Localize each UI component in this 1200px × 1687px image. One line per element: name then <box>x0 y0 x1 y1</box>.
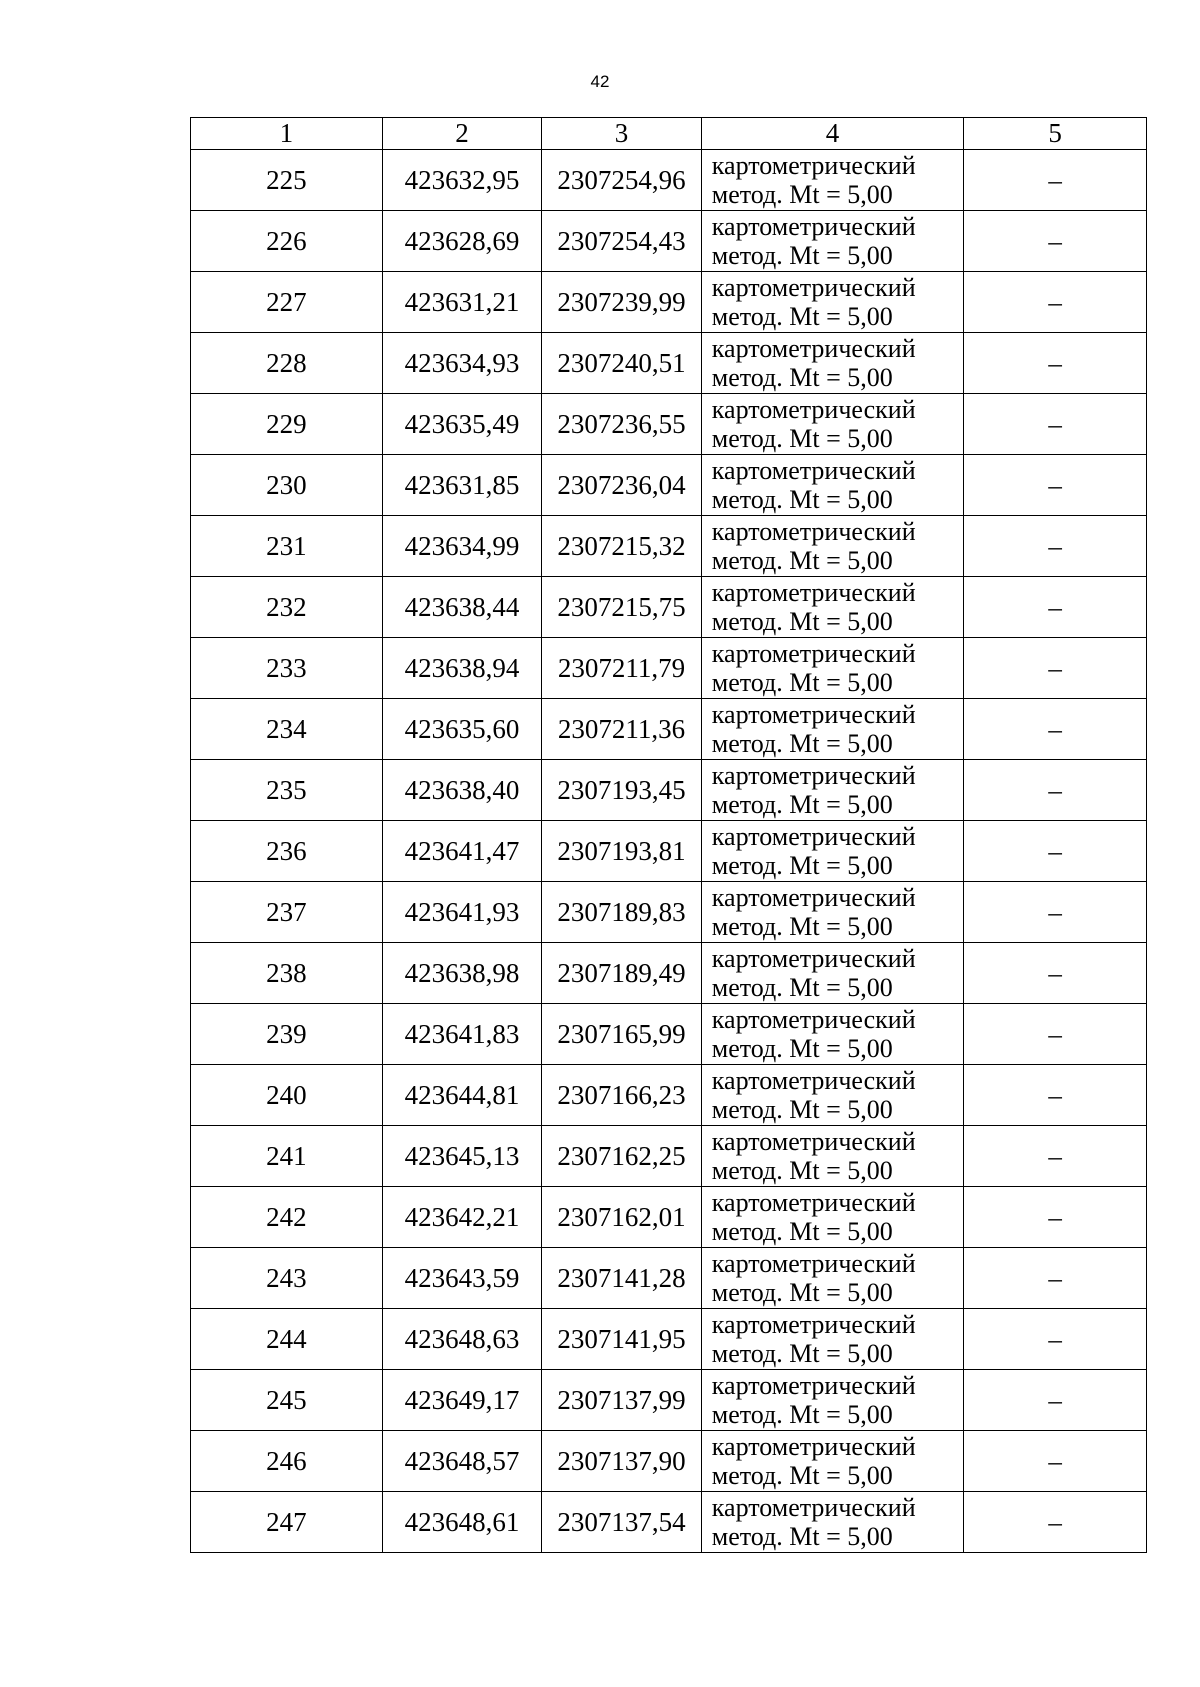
point-number-cell: 225 <box>191 150 383 211</box>
method-cell <box>701 577 963 638</box>
table-row <box>191 1431 1147 1492</box>
method-cell <box>701 516 963 577</box>
note-cell: – <box>964 516 1147 577</box>
x-coordinate-cell: 423638,94 <box>382 638 542 699</box>
header-row <box>191 118 1147 150</box>
table-row <box>191 943 1147 1004</box>
x-coordinate-cell: 423645,13 <box>382 1126 542 1187</box>
table-row <box>191 516 1147 577</box>
method-line-1: картометрический <box>711 1432 916 1461</box>
x-coordinate-cell: 423641,47 <box>382 821 542 882</box>
y-coordinate-cell: 2307141,95 <box>542 1309 702 1370</box>
note-cell: – <box>964 333 1147 394</box>
note-cell: – <box>964 1431 1147 1492</box>
note-cell: – <box>964 760 1147 821</box>
table-row <box>191 1004 1147 1065</box>
note-cell: – <box>964 1370 1147 1431</box>
y-coordinate-cell: 2307239,99 <box>542 272 702 333</box>
method-cell <box>701 638 963 699</box>
method-line-2: метод. Mt = 5,00 <box>711 241 893 270</box>
method-line-2: метод. Mt = 5,00 <box>711 424 893 453</box>
method-line-1: картометрический <box>711 822 916 851</box>
method-cell <box>701 1492 963 1553</box>
point-number-cell: 247 <box>191 1492 383 1553</box>
x-coordinate-cell: 423641,93 <box>382 882 542 943</box>
method-line-1: картометрический <box>711 1371 916 1400</box>
method-line-1: картометрический <box>711 639 916 668</box>
method-cell <box>701 1309 963 1370</box>
table-row <box>191 333 1147 394</box>
table-row <box>191 1492 1147 1553</box>
x-coordinate-cell: 423634,93 <box>382 333 542 394</box>
note-cell: – <box>964 699 1147 760</box>
table-row <box>191 1126 1147 1187</box>
x-coordinate-cell: 423648,61 <box>382 1492 542 1553</box>
method-cell <box>701 699 963 760</box>
x-coordinate-cell: 423649,17 <box>382 1370 542 1431</box>
table-row <box>191 699 1147 760</box>
table-row <box>191 1187 1147 1248</box>
method-line-1: картометрический <box>711 578 916 607</box>
x-coordinate-cell: 423634,99 <box>382 516 542 577</box>
x-coordinate-cell: 423635,60 <box>382 699 542 760</box>
method-line-1: картометрический <box>711 1310 916 1339</box>
point-number-cell: 238 <box>191 943 383 1004</box>
x-coordinate-cell: 423631,21 <box>382 272 542 333</box>
method-line-2: метод. Mt = 5,00 <box>711 1095 893 1124</box>
x-coordinate-cell: 423644,81 <box>382 1065 542 1126</box>
method-cell <box>701 882 963 943</box>
method-line-1: картометрический <box>711 151 916 180</box>
method-line-1: картометрический <box>711 212 916 241</box>
y-coordinate-cell: 2307254,96 <box>542 150 702 211</box>
method-line-2: метод. Mt = 5,00 <box>711 1217 893 1246</box>
y-coordinate-cell: 2307141,28 <box>542 1248 702 1309</box>
method-line-2: метод. Mt = 5,00 <box>711 912 893 941</box>
note-cell: – <box>964 882 1147 943</box>
y-coordinate-cell: 2307137,54 <box>542 1492 702 1553</box>
table-row <box>191 821 1147 882</box>
note-cell: – <box>964 821 1147 882</box>
y-coordinate-cell: 2307189,83 <box>542 882 702 943</box>
method-line-1: картометрический <box>711 1249 916 1278</box>
method-line-1: картометрический <box>711 1493 916 1522</box>
method-line-1: картометрический <box>711 517 916 546</box>
y-coordinate-cell: 2307193,45 <box>542 760 702 821</box>
method-line-2: метод. Mt = 5,00 <box>711 973 893 1002</box>
method-cell <box>701 760 963 821</box>
column-header-1: 1 <box>191 118 383 150</box>
note-cell: – <box>964 1309 1147 1370</box>
note-cell: – <box>964 1187 1147 1248</box>
method-cell <box>701 150 963 211</box>
point-number-cell: 237 <box>191 882 383 943</box>
note-cell: – <box>964 1004 1147 1065</box>
coordinates-table <box>190 117 1147 1553</box>
method-line-1: картометрический <box>711 456 916 485</box>
point-number-cell: 246 <box>191 1431 383 1492</box>
note-cell: – <box>964 272 1147 333</box>
table-row <box>191 1370 1147 1431</box>
method-cell <box>701 1370 963 1431</box>
method-line-1: картометрический <box>711 883 916 912</box>
x-coordinate-cell: 423641,83 <box>382 1004 542 1065</box>
method-cell <box>701 455 963 516</box>
method-line-1: картометрический <box>711 273 916 302</box>
method-line-1: картометрический <box>711 700 916 729</box>
method-line-1: картометрический <box>711 1066 916 1095</box>
table-row <box>191 1065 1147 1126</box>
method-cell <box>701 394 963 455</box>
y-coordinate-cell: 2307137,90 <box>542 1431 702 1492</box>
x-coordinate-cell: 423648,57 <box>382 1431 542 1492</box>
method-cell <box>701 943 963 1004</box>
method-cell <box>701 821 963 882</box>
method-cell <box>701 211 963 272</box>
y-coordinate-cell: 2307137,99 <box>542 1370 702 1431</box>
x-coordinate-cell: 423628,69 <box>382 211 542 272</box>
method-cell <box>701 333 963 394</box>
method-line-2: метод. Mt = 5,00 <box>711 180 893 209</box>
method-line-2: метод. Mt = 5,00 <box>711 1339 893 1368</box>
method-line-2: метод. Mt = 5,00 <box>711 485 893 514</box>
x-coordinate-cell: 423638,44 <box>382 577 542 638</box>
y-coordinate-cell: 2307166,23 <box>542 1065 702 1126</box>
point-number-cell: 233 <box>191 638 383 699</box>
method-cell <box>701 1126 963 1187</box>
x-coordinate-cell: 423638,98 <box>382 943 542 1004</box>
point-number-cell: 241 <box>191 1126 383 1187</box>
note-cell: – <box>964 1492 1147 1553</box>
point-number-cell: 232 <box>191 577 383 638</box>
table-row <box>191 1309 1147 1370</box>
method-line-2: метод. Mt = 5,00 <box>711 363 893 392</box>
note-cell: – <box>964 577 1147 638</box>
note-cell: – <box>964 394 1147 455</box>
table-row <box>191 150 1147 211</box>
y-coordinate-cell: 2307162,01 <box>542 1187 702 1248</box>
note-cell: – <box>964 455 1147 516</box>
method-line-2: метод. Mt = 5,00 <box>711 1034 893 1063</box>
point-number-cell: 239 <box>191 1004 383 1065</box>
note-cell: – <box>964 150 1147 211</box>
y-coordinate-cell: 2307240,51 <box>542 333 702 394</box>
y-coordinate-cell: 2307162,25 <box>542 1126 702 1187</box>
y-coordinate-cell: 2307215,32 <box>542 516 702 577</box>
y-coordinate-cell: 2307211,79 <box>542 638 702 699</box>
method-line-1: картометрический <box>711 395 916 424</box>
note-cell: – <box>964 1065 1147 1126</box>
table-header <box>191 118 1147 150</box>
y-coordinate-cell: 2307236,04 <box>542 455 702 516</box>
method-line-1: картометрический <box>711 1188 916 1217</box>
y-coordinate-cell: 2307189,49 <box>542 943 702 1004</box>
note-cell: – <box>964 638 1147 699</box>
column-header-2: 2 <box>382 118 542 150</box>
point-number-cell: 226 <box>191 211 383 272</box>
table-row <box>191 760 1147 821</box>
method-line-2: метод. Mt = 5,00 <box>711 1461 893 1490</box>
point-number-cell: 228 <box>191 333 383 394</box>
method-cell <box>701 1248 963 1309</box>
method-line-2: метод. Mt = 5,00 <box>711 729 893 758</box>
method-line-1: картометрический <box>711 1005 916 1034</box>
y-coordinate-cell: 2307215,75 <box>542 577 702 638</box>
x-coordinate-cell: 423635,49 <box>382 394 542 455</box>
method-cell <box>701 272 963 333</box>
table-row <box>191 638 1147 699</box>
table-row <box>191 1248 1147 1309</box>
method-line-1: картометрический <box>711 1127 916 1156</box>
method-line-1: картометрический <box>711 334 916 363</box>
x-coordinate-cell: 423632,95 <box>382 150 542 211</box>
point-number-cell: 245 <box>191 1370 383 1431</box>
note-cell: – <box>964 943 1147 1004</box>
page-number: 42 <box>590 72 610 91</box>
x-coordinate-cell: 423638,40 <box>382 760 542 821</box>
method-line-2: метод. Mt = 5,00 <box>711 1400 893 1429</box>
y-coordinate-cell: 2307193,81 <box>542 821 702 882</box>
method-line-1: картометрический <box>711 761 916 790</box>
column-header-5: 5 <box>964 118 1147 150</box>
method-line-2: метод. Mt = 5,00 <box>711 607 893 636</box>
method-line-2: метод. Mt = 5,00 <box>711 1156 893 1185</box>
y-coordinate-cell: 2307254,43 <box>542 211 702 272</box>
point-number-cell: 244 <box>191 1309 383 1370</box>
point-number-cell: 242 <box>191 1187 383 1248</box>
table-row <box>191 272 1147 333</box>
method-cell <box>701 1431 963 1492</box>
method-line-1: картометрический <box>711 944 916 973</box>
note-cell: – <box>964 1126 1147 1187</box>
x-coordinate-cell: 423631,85 <box>382 455 542 516</box>
note-cell: – <box>964 211 1147 272</box>
method-line-2: метод. Mt = 5,00 <box>711 546 893 575</box>
table-row <box>191 211 1147 272</box>
method-line-2: метод. Mt = 5,00 <box>711 668 893 697</box>
column-header-4: 4 <box>701 118 963 150</box>
point-number-cell: 236 <box>191 821 383 882</box>
point-number-cell: 235 <box>191 760 383 821</box>
method-cell <box>701 1065 963 1126</box>
table-row <box>191 394 1147 455</box>
table-row <box>191 577 1147 638</box>
table-row <box>191 455 1147 516</box>
method-cell <box>701 1187 963 1248</box>
table-body <box>191 150 1147 1553</box>
method-line-2: метод. Mt = 5,00 <box>711 1278 893 1307</box>
point-number-cell: 227 <box>191 272 383 333</box>
method-line-2: метод. Mt = 5,00 <box>711 302 893 331</box>
point-number-cell: 231 <box>191 516 383 577</box>
column-header-3: 3 <box>542 118 702 150</box>
method-line-2: метод. Mt = 5,00 <box>711 1522 893 1551</box>
point-number-cell: 240 <box>191 1065 383 1126</box>
method-line-2: метод. Mt = 5,00 <box>711 851 893 880</box>
point-number-cell: 230 <box>191 455 383 516</box>
note-cell: – <box>964 1248 1147 1309</box>
x-coordinate-cell: 423643,59 <box>382 1248 542 1309</box>
point-number-cell: 234 <box>191 699 383 760</box>
table-row <box>191 882 1147 943</box>
x-coordinate-cell: 423642,21 <box>382 1187 542 1248</box>
method-line-2: метод. Mt = 5,00 <box>711 790 893 819</box>
method-cell <box>701 1004 963 1065</box>
point-number-cell: 243 <box>191 1248 383 1309</box>
y-coordinate-cell: 2307165,99 <box>542 1004 702 1065</box>
x-coordinate-cell: 423648,63 <box>382 1309 542 1370</box>
y-coordinate-cell: 2307211,36 <box>542 699 702 760</box>
point-number-cell: 229 <box>191 394 383 455</box>
y-coordinate-cell: 2307236,55 <box>542 394 702 455</box>
